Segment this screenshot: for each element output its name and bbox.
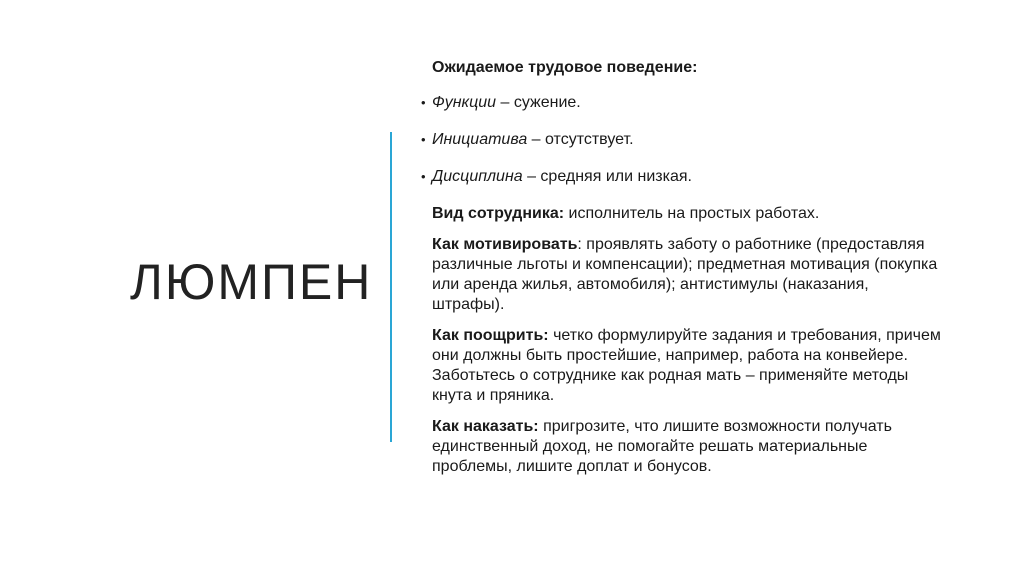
bullet-item-initiative [421, 130, 941, 150]
paragraph-text: : проявлять заботу о работнике (предоставляя различные льготы и компенсации); предметная мотивация (покупка или аренда жилья, автомобиля); антистимулы (наказания, штрафы). [432, 236, 938, 313]
content-block [421, 58, 941, 488]
paragraph-label: Вид сотрудника: [432, 205, 565, 222]
paragraph-how-to-motivate [421, 235, 941, 315]
bullet-text [432, 93, 581, 113]
bullet-rest: – сужение. [496, 94, 581, 111]
bullet-icon: • [421, 169, 426, 184]
bullet-rest: – отсутствует. [527, 131, 634, 148]
bullet-icon: • [421, 95, 426, 110]
bullet-item-discipline [421, 167, 941, 187]
paragraph-text: четко формулируйте задания и требования, причем они должны быть простейшие, например, работа на конвейере. Заботьтесь о сотруднике как родная мать – применяйте методы кнута и пряника. [432, 327, 941, 404]
section-heading: Ожидаемое трудовое поведение: [432, 59, 698, 76]
paragraph-how-to-punish [421, 417, 941, 477]
bullet-term: Дисциплина [432, 168, 523, 185]
paragraph-how-to-reward [421, 326, 941, 406]
paragraph-label: Как поощрить: [432, 327, 549, 344]
bullet-rest: – средняя или низкая. [522, 168, 692, 185]
paragraph-text: исполнитель на простых работах. [564, 205, 820, 222]
paragraph-label: Как наказать: [432, 418, 539, 435]
paragraph-employee-type [421, 204, 941, 224]
vertical-divider [390, 132, 392, 442]
bullet-term: Инициатива [432, 131, 528, 148]
bullet-text [432, 130, 634, 150]
paragraph-label: Как мотивировать [432, 236, 578, 253]
bullet-item-functions [421, 93, 941, 113]
paragraph-text: пригрозите, что лишите возможности получать единственный доход, не помогайте решать материальные проблемы, лишите доплат и бонусов. [432, 418, 892, 475]
slide-title: ЛЮМПЕН [130, 254, 373, 310]
bullet-text [432, 167, 692, 187]
bullet-icon: • [421, 132, 426, 147]
bullet-term: Функции [432, 94, 497, 111]
